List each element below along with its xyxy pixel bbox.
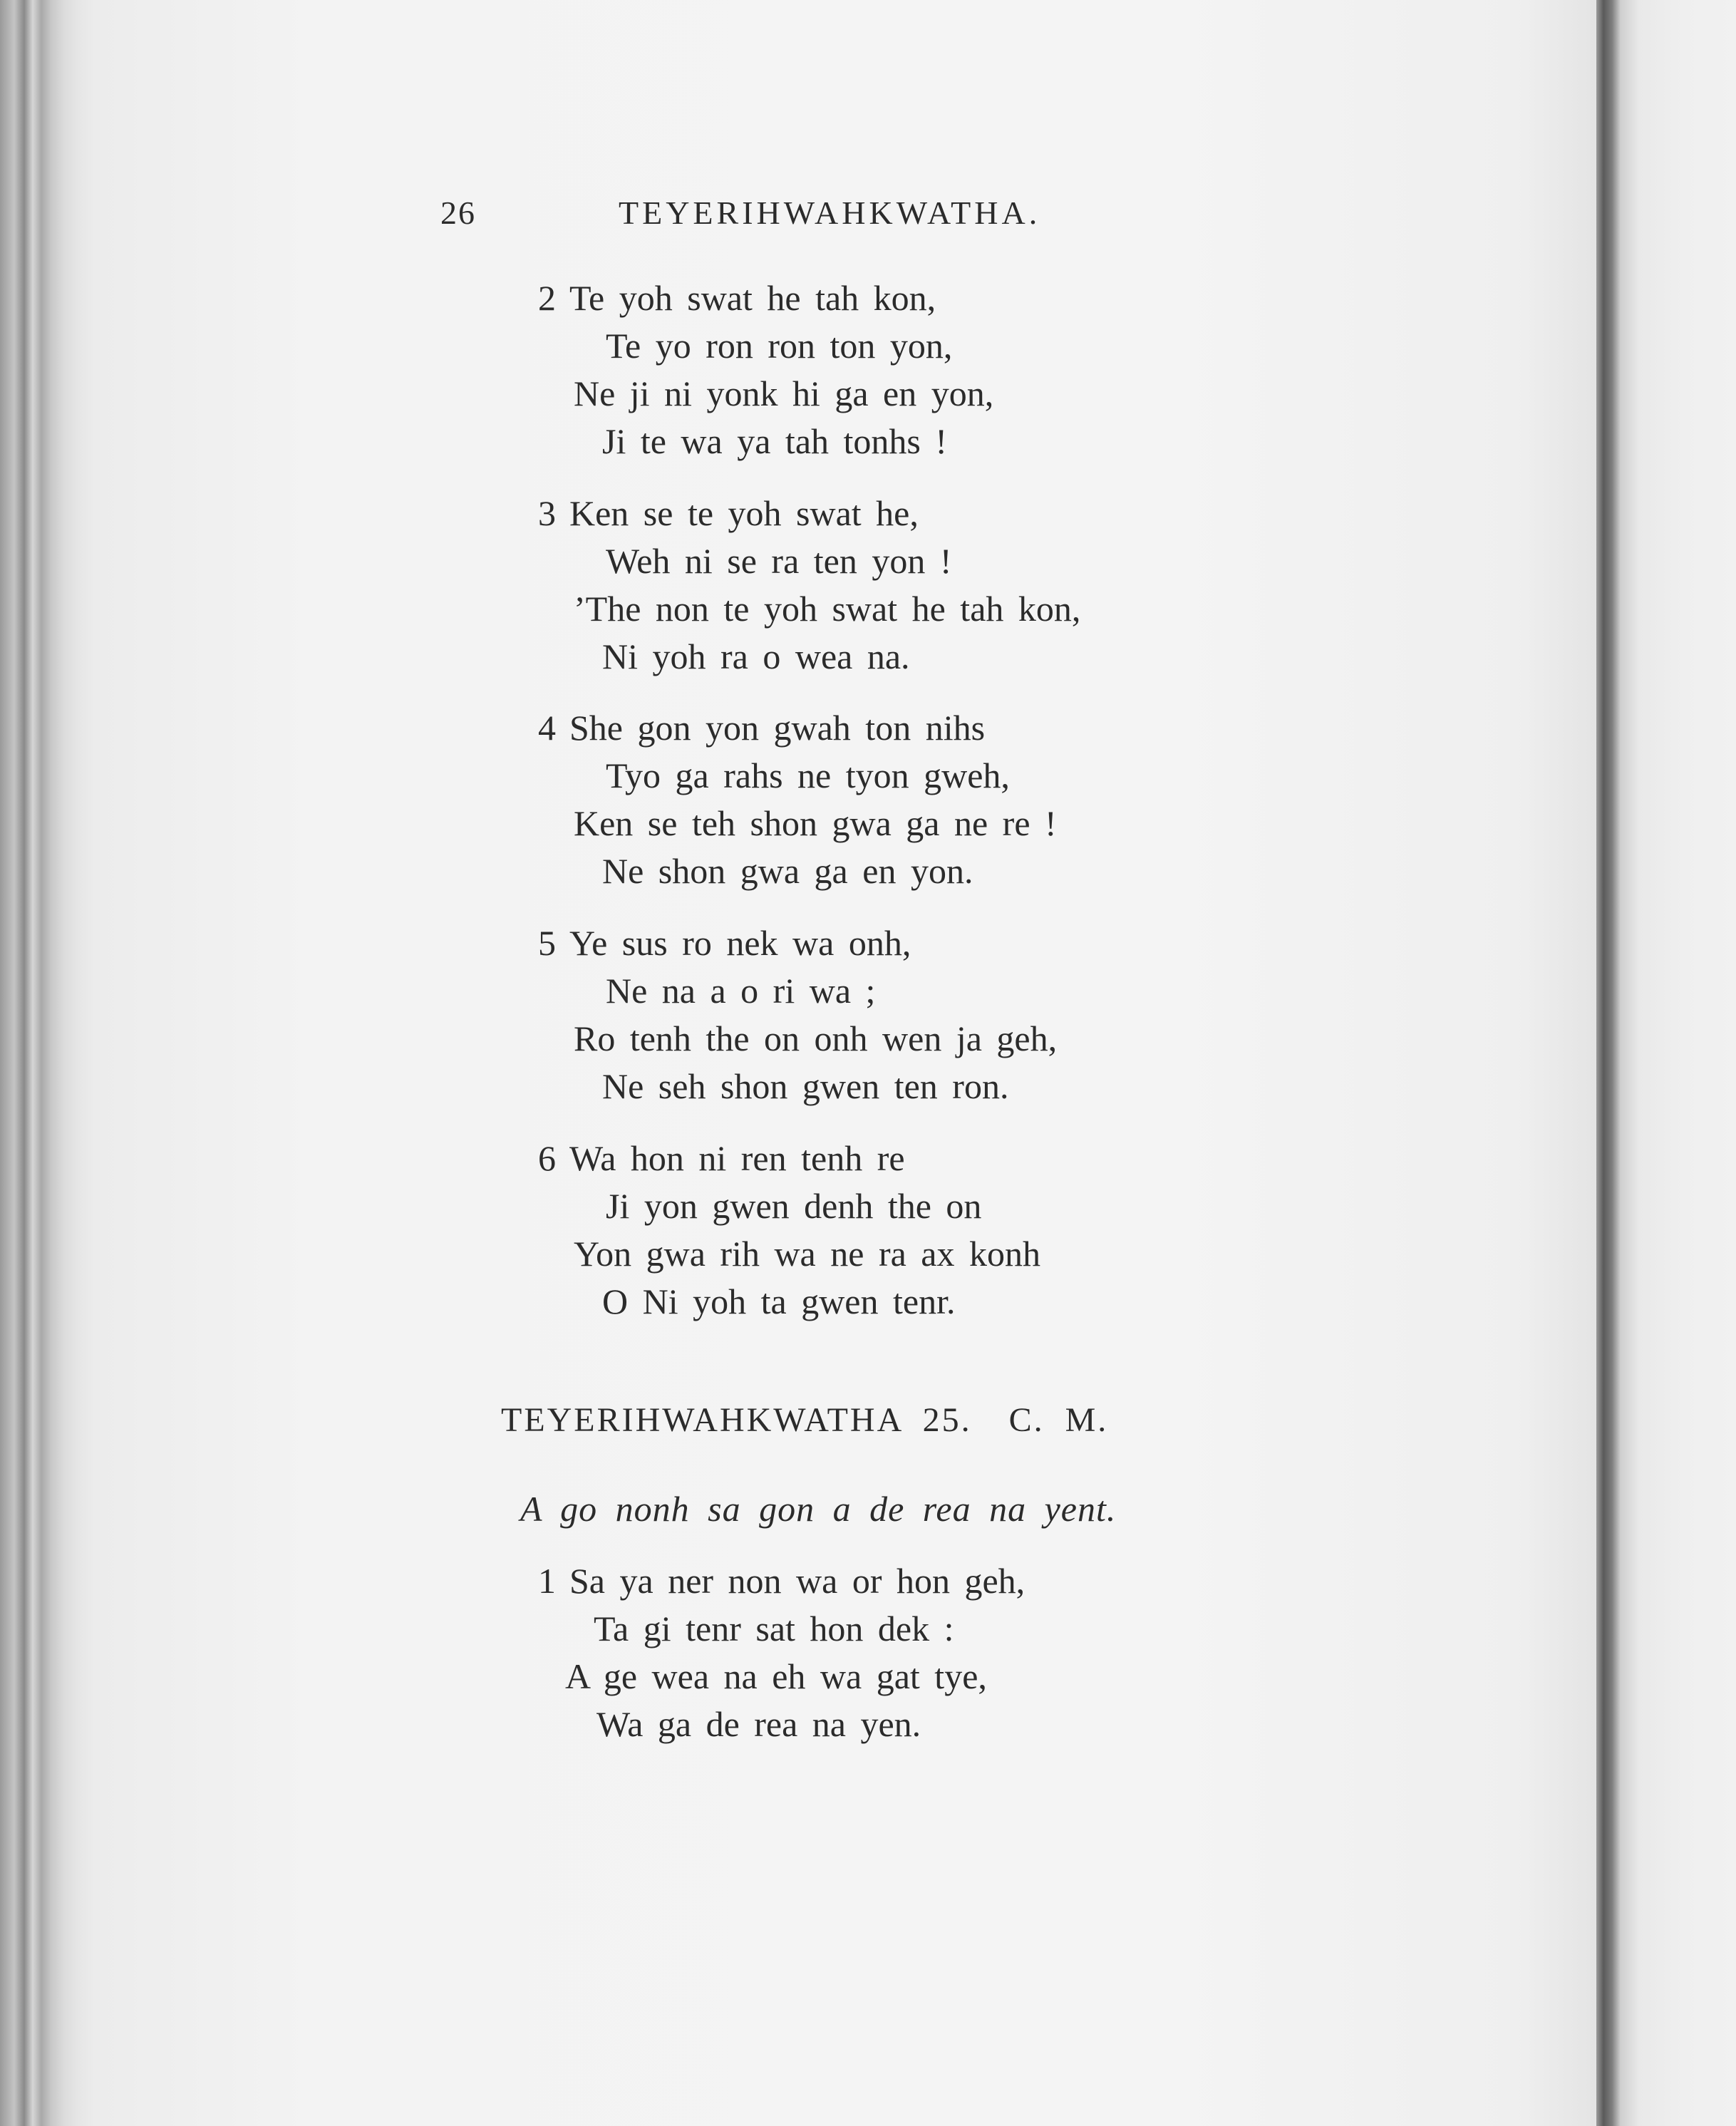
stanza-line: Ken se teh shon gwa ga ne re ! — [574, 803, 1057, 843]
stanza-line — [538, 274, 1251, 322]
stanza-number: 5 — [538, 923, 556, 963]
stanza-line — [538, 1557, 1251, 1605]
stanza-line: A ge wea na eh wa gat tye, — [565, 1656, 987, 1696]
stanza-line: Ne seh shon gwen ten ron. — [602, 1066, 1009, 1106]
hymn-heading — [501, 1400, 1285, 1440]
stanza-6 — [538, 1135, 1251, 1326]
stanza-number: 6 — [538, 1138, 556, 1178]
stanza-5 — [538, 919, 1251, 1110]
stanza-4 — [538, 704, 1251, 895]
stanza-line-text: She gon yon gwah ton nihs — [569, 708, 986, 748]
hymn-subtitle: A go nonh sa gon a de rea na yent. — [520, 1489, 1117, 1529]
hymn-stanza-1 — [538, 1557, 1251, 1748]
stanza-number: 2 — [538, 278, 556, 318]
book-binding-right — [1596, 0, 1736, 2126]
stanza-line — [538, 704, 1251, 752]
book-binding-left — [0, 0, 93, 2126]
stanza-line: Weh ni se ra ten yon ! — [606, 541, 952, 581]
stanza-2 — [538, 274, 1251, 465]
stanza-line-text: Te yoh swat he tah kon, — [569, 278, 936, 318]
stanza-line — [538, 490, 1251, 537]
stanza-line: Tyo ga rahs ne tyon gweh, — [606, 755, 1010, 795]
stanza-line: Ji yon gwen denh the on — [606, 1186, 982, 1226]
page-number: 26 — [440, 195, 476, 231]
stanza-line: ’The non te yoh swat he tah kon, — [574, 589, 1081, 629]
stanza-line: Te yo ron ron ton yon, — [606, 326, 953, 366]
hymn-meter: C. M. — [1008, 1401, 1109, 1439]
stanza-line: Wa ga de rea na yen. — [596, 1704, 921, 1744]
running-title: TEYERIHWAHKWATHA. — [619, 195, 1041, 231]
running-head — [440, 194, 1125, 244]
stanza-line — [538, 1135, 1251, 1182]
stanza-line-text: Sa ya ner non wa or hon geh, — [569, 1561, 1025, 1601]
stanza-number: 3 — [538, 493, 556, 533]
stanza-3 — [538, 490, 1251, 681]
stanza-line: Ji te wa ya tah tonhs ! — [602, 421, 948, 461]
stanza-line: Ne shon gwa ga en yon. — [602, 851, 973, 891]
stanza-line: Ne na a o ri wa ; — [606, 971, 876, 1011]
stanza-line — [538, 919, 1251, 967]
stanza-line: Ne ji ni yonk hi ga en yon, — [574, 373, 994, 413]
stanza-line: Ro tenh the on onh wen ja geh, — [574, 1018, 1058, 1058]
stanza-line: Ni yoh ra o wea na. — [602, 636, 910, 676]
stanza-line-text: Ye sus ro nek wa onh, — [569, 923, 911, 963]
stanza-line: Ta gi tenr sat hon dek : — [594, 1609, 954, 1648]
stanza-line: O Ni yoh ta gwen tenr. — [602, 1281, 956, 1321]
hymn-title: TEYERIHWAHKWATHA 25. — [501, 1401, 972, 1439]
stanza-line-text: Wa hon ni ren tenh re — [569, 1138, 905, 1178]
stanza-line: Yon gwa rih wa ne ra ax konh — [574, 1234, 1040, 1274]
stanza-number: 1 — [538, 1561, 556, 1601]
stanza-number: 4 — [538, 708, 556, 748]
stanza-line-text: Ken se te yoh swat he, — [569, 493, 919, 533]
